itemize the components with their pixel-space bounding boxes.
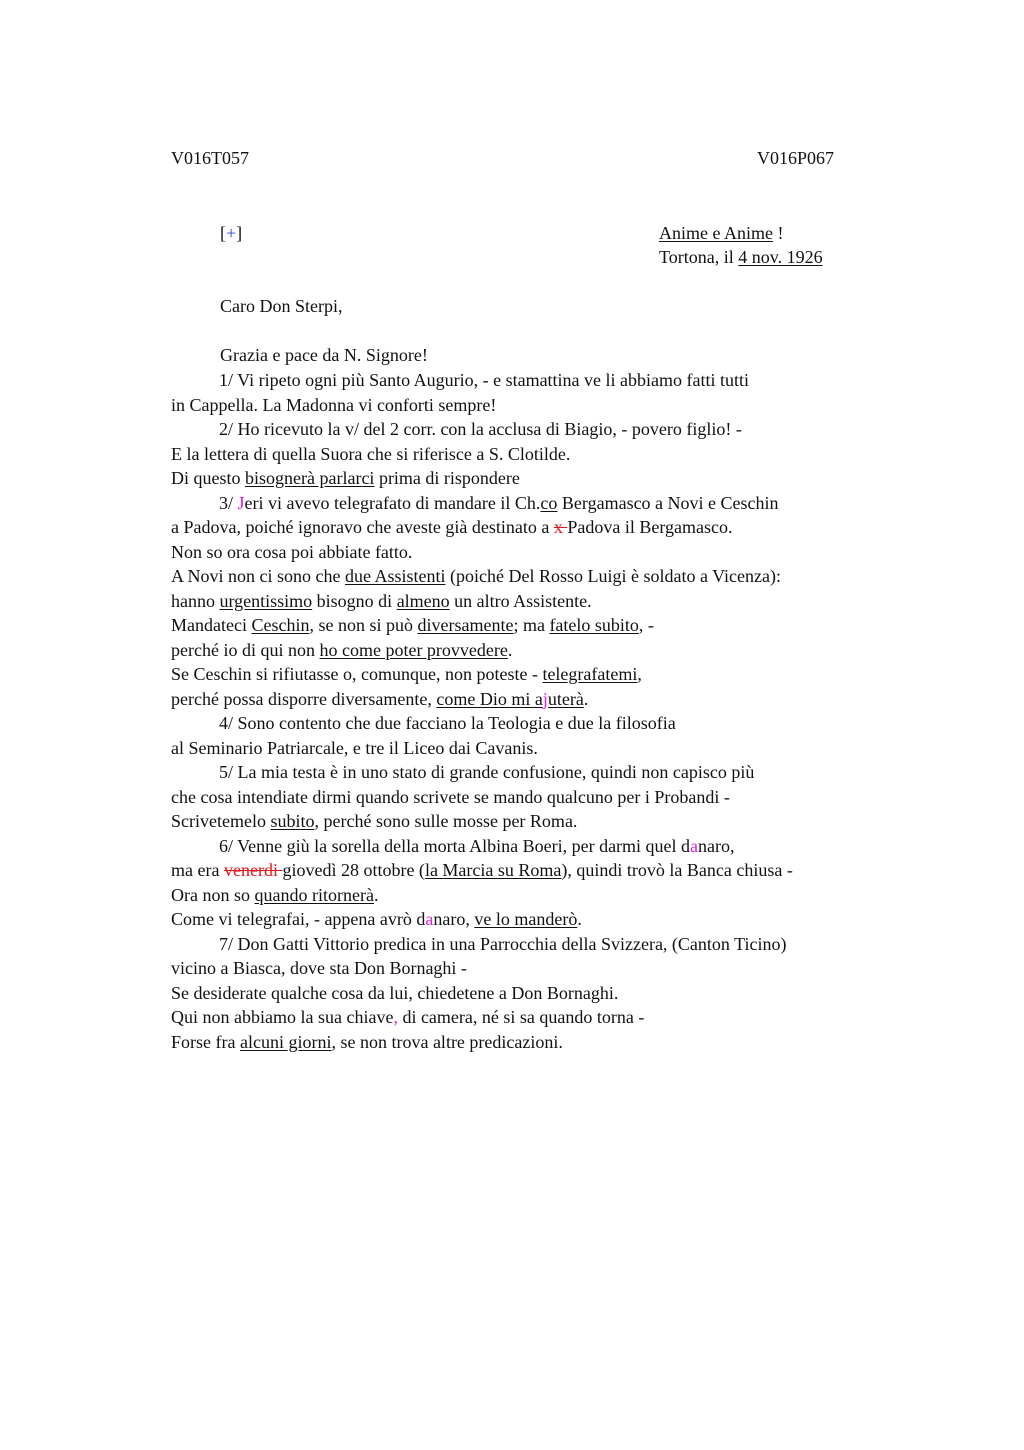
p3-line-2: a Padova, poiché ignoravo che aveste già destinato a x Padova il Bergamasco. bbox=[171, 517, 733, 537]
greeting: Caro Don Sterpi, bbox=[220, 296, 343, 316]
inserted-letter: a bbox=[425, 909, 434, 929]
p6-line-3: Ora non so quando ritornerà. bbox=[171, 884, 379, 905]
p3-line-8: Se Ceschin si rifiutasse o, comunque, non poteste - telegrafatemi, bbox=[171, 664, 642, 684]
bracket-open: [ bbox=[220, 223, 226, 243]
motto-exclamation: ! bbox=[772, 223, 784, 243]
cross-mark bbox=[220, 221, 242, 245]
p7-line-4: Qui non abbiamo la sua chiave, di camera, né si sa quando torna - bbox=[171, 1007, 645, 1027]
header-right-code: V016P067 bbox=[757, 148, 835, 168]
p3-line-9: perché possa disporre diversamente, come Dio mi ajuterà. bbox=[171, 688, 589, 709]
p4-line-2: al Seminario Patriarcale, e tre il Liceo dai Cavanis. bbox=[171, 737, 538, 758]
p5-line-1: 5/ La mia testa è in uno stato di grande confusione, quindi non capisco più bbox=[219, 762, 755, 782]
letter-body bbox=[171, 368, 931, 1054]
p1-line-2: in Cappella. La Madonna vi conforti sempre! bbox=[171, 394, 497, 415]
p7-line-5: Forse fra alcuni giorni, se non trova altre predicazioni. bbox=[171, 1031, 563, 1052]
inserted-letter: a bbox=[690, 835, 699, 856]
p7-line-3: Se desiderate qualche cosa da lui, chiedetene a Don Bornaghi. bbox=[171, 982, 619, 1003]
place: Tortona, il bbox=[659, 247, 739, 267]
p7-line-1: 7/ Don Gatti Vittorio predica in una Parrocchia della Svizzera, (Canton Ticino) bbox=[219, 933, 787, 954]
salutation: Grazia e pace da N. Signore! bbox=[220, 345, 428, 365]
header-left-code: V016T057 bbox=[171, 148, 249, 168]
p7-line-2: vicino a Biasca, dove sta Don Bornaghi - bbox=[171, 958, 467, 978]
p3-line-5: hanno urgentissimo bisogno di almeno un altro Assistente. bbox=[171, 590, 592, 611]
deleted-text: x bbox=[553, 517, 568, 537]
p2-line-2: E la lettera di quella Suora che si riferisce a S. Clotilde. bbox=[171, 443, 571, 464]
inserted-letter: j bbox=[542, 688, 548, 709]
inserted-comma: , bbox=[393, 1007, 398, 1027]
p3-line-7: perché io di qui non ho come poter provvedere. bbox=[171, 639, 513, 660]
motto bbox=[659, 221, 783, 245]
p5-line-2: che cosa intendiate dirmi quando scrivete se mando qualcuno per i Probandi - bbox=[171, 786, 730, 807]
p6-line-4: Come vi telegrafai, - appena avrò danaro, ve lo manderò. bbox=[171, 909, 582, 929]
place-date bbox=[659, 245, 823, 269]
p2-line-1: 2/ Ho ricevuto la v/ del 2 corr. con la acclusa di Biagio, - povero figlio! - bbox=[219, 419, 742, 439]
inserted-letter: J bbox=[237, 492, 245, 513]
deleted-text: venerdi bbox=[223, 860, 283, 880]
p2-line-3: Di questo bisognerà parlarci prima di rispondere bbox=[171, 468, 520, 488]
p3-line-1: 3/ Jeri vi avevo telegrafato di mandare il Ch.co Bergamasco a Novi e Ceschin bbox=[219, 492, 779, 513]
date: 4 nov. 1926 bbox=[738, 247, 823, 267]
p1-line-1: 1/ Vi ripeto ogni più Santo Augurio, - e stamattina ve li abbiamo fatti tutti bbox=[219, 370, 750, 390]
plus-icon: + bbox=[226, 223, 237, 243]
p3-line-3: Non so ora cosa poi abbiate fatto. bbox=[171, 541, 413, 562]
p6-line-1: 6/ Venne giù la sorella della morta Albina Boeri, per darmi quel danaro, bbox=[219, 835, 735, 856]
bracket-close: ] bbox=[236, 223, 243, 243]
p3-line-4: A Novi non ci sono che due Assistenti (poiché Del Rosso Luigi è soldato a Vicenza): bbox=[171, 566, 781, 586]
p4-line-1: 4/ Sono contento che due facciano la Teologia e due la filosofia bbox=[219, 713, 676, 733]
p5-line-3: Scrivetemelo subito, perché sono sulle mosse per Roma. bbox=[171, 811, 578, 831]
p6-line-2: ma era venerdi giovedì 28 ottobre (la Marcia su Roma), quindi trovò la Banca chiusa - bbox=[171, 860, 793, 880]
p3-line-6: Mandateci Ceschin, se non si può diversamente; ma fatelo subito, - bbox=[171, 615, 654, 635]
motto-text: Anime e Anime bbox=[659, 223, 773, 243]
